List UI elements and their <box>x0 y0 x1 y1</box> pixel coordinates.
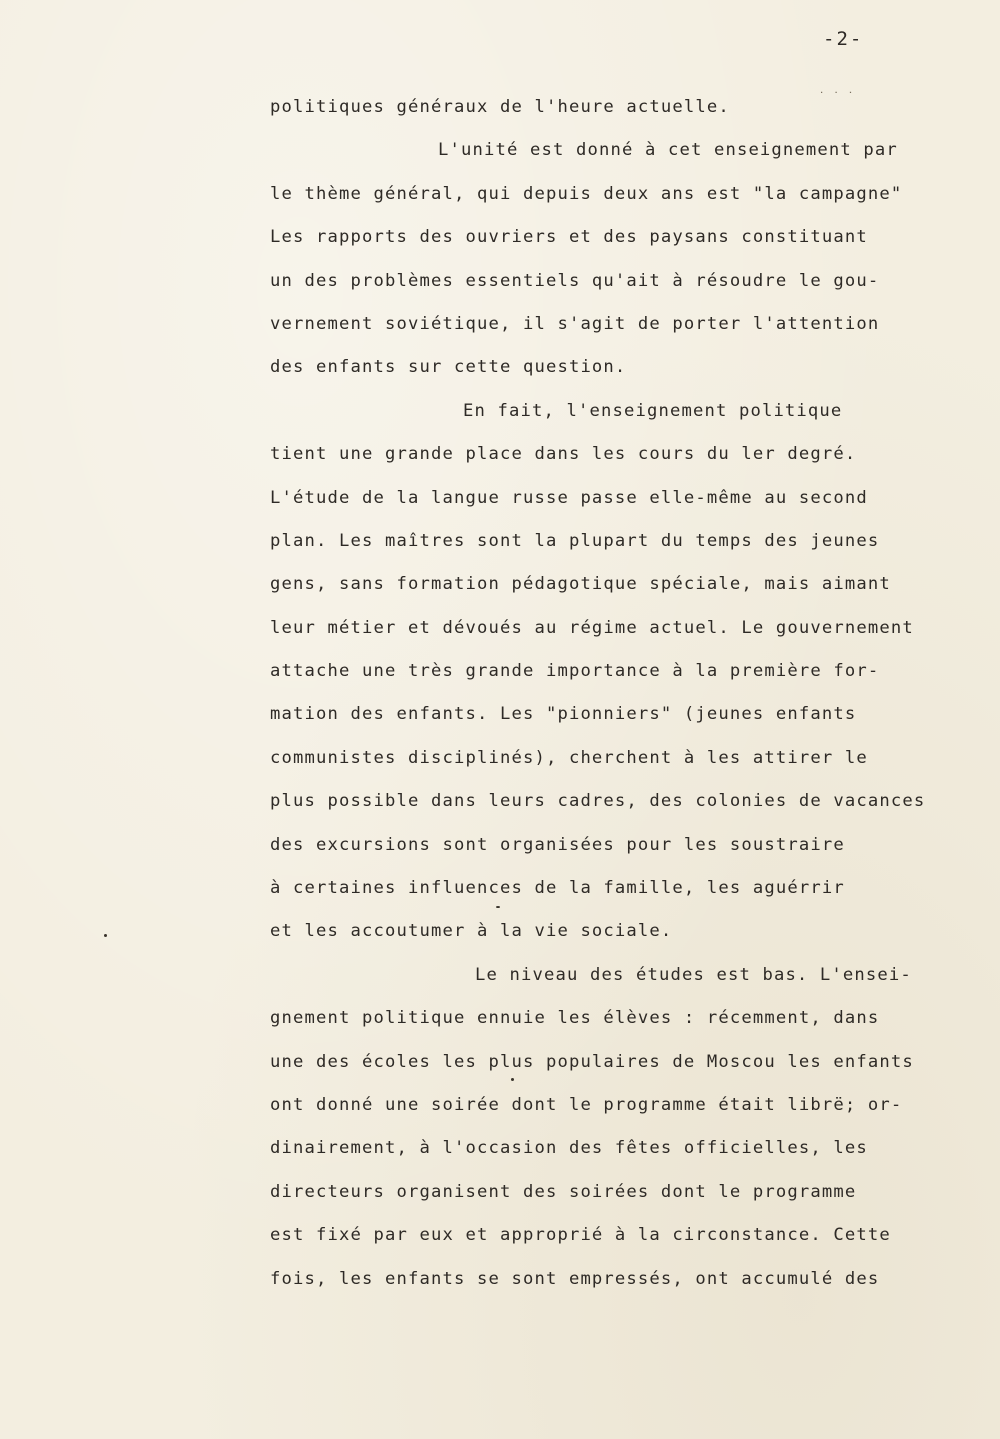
stray-mark: ˙ ˙ ˙ <box>818 90 855 104</box>
text-line: L'unité est donné à cet enseignement par <box>438 140 898 161</box>
text-line: fois, les enfants se sont empressés, ont accumulé des <box>270 1268 880 1289</box>
ink-speck <box>511 1078 514 1081</box>
text-line: mation des enfants. Les "pionniers" (jeunes enfants <box>270 704 857 725</box>
text-line: plus possible dans leurs cadres, des colonies de vacances <box>270 791 926 812</box>
text-line: des enfants sur cette question. <box>270 357 627 378</box>
text-line: vernement soviétique, il s'agit de porter l'attention <box>270 313 880 334</box>
text-line: des excursions sont organisées pour les soustraire <box>270 834 845 855</box>
body-text <box>270 92 998 1307</box>
text-line: un des problèmes essentiels qu'ait à résoudre le gou- <box>270 270 880 291</box>
text-line: communistes disciplinés), cherchent à les attirer le <box>270 747 868 768</box>
text-line: plan. Les maîtres sont la plupart du temps des jeunes <box>270 530 880 551</box>
text-line: dinairement, à l'occasion des fêtes officielles, les <box>270 1138 868 1159</box>
text-line: directeurs organisent des soirées dont le programme <box>270 1181 857 1202</box>
page-number: -2- <box>823 28 864 50</box>
ink-speck <box>104 934 107 937</box>
text-line: En fait, l'enseignement politique <box>463 400 843 421</box>
text-line: attache une très grande importance à la première for- <box>270 661 880 682</box>
text-line: gnement politique ennuie les élèves : récemment, dans <box>270 1008 880 1029</box>
text-line: L'étude de la langue russe passe elle-même au second <box>270 487 868 508</box>
text-line: le thème général, qui depuis deux ans est "la campagne" <box>270 183 903 204</box>
text-line: leur métier et dévoués au régime actuel. Le gouvernement <box>270 617 914 638</box>
ink-speck <box>496 906 500 908</box>
text-line: Les rapports des ouvriers et des paysans constituant <box>270 227 868 248</box>
text-line: une des écoles les plus populaires de Moscou les enfants <box>270 1051 914 1072</box>
text-line: ont donné une soirée dont le programme était librë; or- <box>270 1094 903 1115</box>
text-line: et les accoutumer à la vie sociale. <box>270 921 673 942</box>
text-line: Le niveau des études est bas. L'ensei- <box>475 964 912 985</box>
text-line: politiques généraux de l'heure actuelle. <box>270 97 730 117</box>
text-line: tient une grande place dans les cours du ler degré. <box>270 444 857 465</box>
text-line: à certaines influences de la famille, les aguérrir <box>270 878 845 899</box>
text-line: gens, sans formation pédagotique spéciale, mais aimant <box>270 574 891 595</box>
text-line: est fixé par eux et approprié à la circonstance. Cette <box>270 1225 891 1246</box>
